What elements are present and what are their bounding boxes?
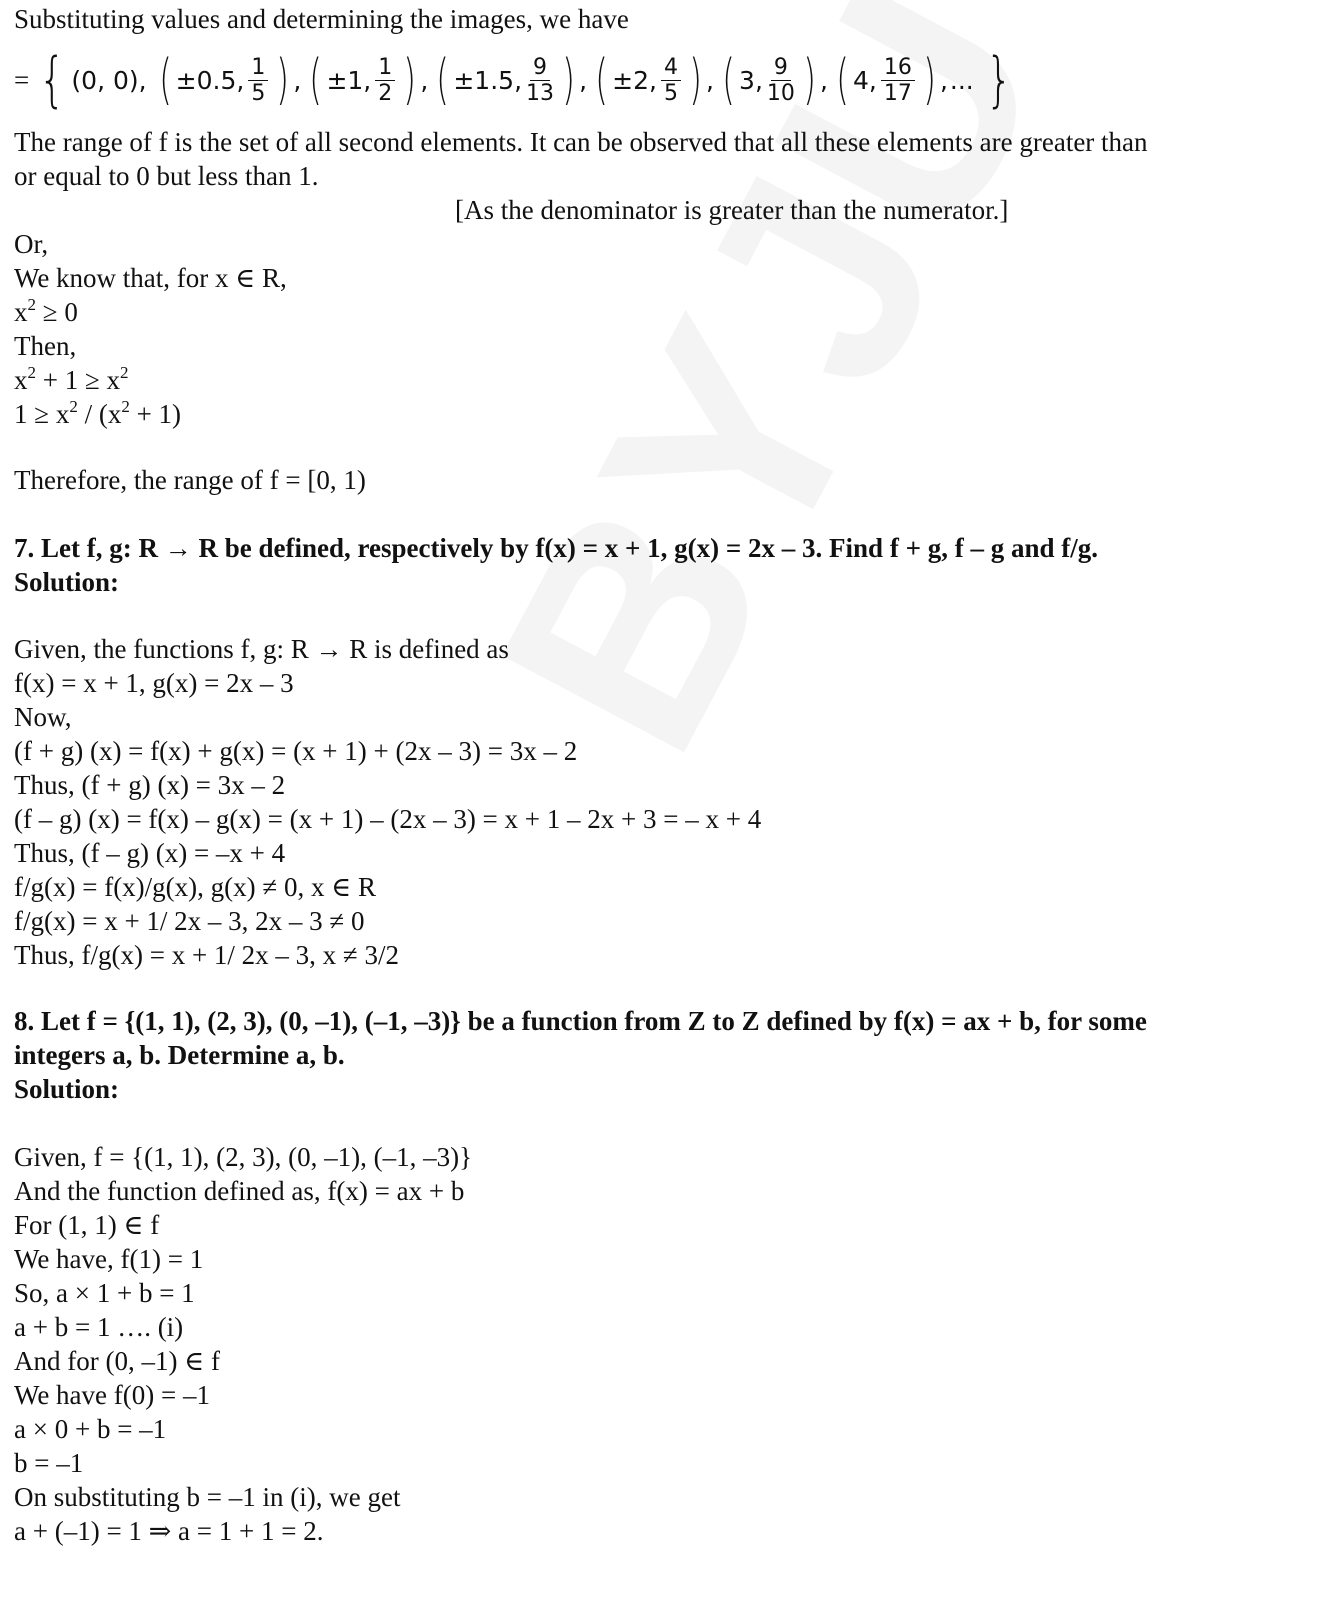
inequality-3 bbox=[14, 397, 181, 431]
sup-2: 2 bbox=[120, 363, 129, 382]
pair-x: ±0.5, bbox=[175, 65, 245, 95]
first-pair: (0, 0), bbox=[71, 65, 147, 95]
left-paren: ( bbox=[436, 48, 450, 111]
ineq1-post: ≥ 0 bbox=[36, 297, 78, 327]
solution-line: f/g(x) = f(x)/g(x), g(x) ≠ 0, x ∈ R bbox=[14, 872, 376, 902]
numerator: 9 bbox=[530, 55, 550, 81]
solution-line: And for (0, –1) ∈ f bbox=[14, 1346, 220, 1376]
right-paren: ) bbox=[923, 48, 936, 111]
denominator: 13 bbox=[526, 80, 555, 106]
solution-line: f(x) = x + 1, g(x) = 2x – 3 bbox=[14, 668, 294, 698]
range-text-line-1: The range of f is the set of all second elements. It can be observed that all these elements are greater than bbox=[14, 127, 1148, 157]
solution-line: a + (–1) = 1 ⇒ a = 1 + 1 = 2. bbox=[14, 1516, 324, 1546]
denominator: 5 bbox=[663, 80, 678, 106]
comma: , bbox=[819, 65, 828, 95]
intro-text: Substituting values and determining the images, we have bbox=[14, 4, 629, 34]
solution-line: a + b = 1 …. (i) bbox=[14, 1312, 184, 1342]
ineq3-p1: 1 ≥ x bbox=[14, 399, 70, 429]
ineq2-p1: x bbox=[14, 365, 28, 395]
sup-2: 2 bbox=[121, 397, 130, 416]
fraction-pair bbox=[432, 48, 588, 111]
solution-line: Thus, f/g(x) = x + 1/ 2x – 3, x ≠ 3/2 bbox=[14, 940, 400, 970]
right-paren: ) bbox=[689, 48, 702, 111]
comma: , bbox=[293, 65, 302, 95]
sup-2: 2 bbox=[27, 295, 36, 314]
pair-list bbox=[153, 48, 950, 111]
question-8-line-1: 8. Let f = {(1, 1), (2, 3), (0, –1), (–1, –3)} be a function from Z to Z defined by f(x) = ax + b, for some bbox=[14, 1006, 1147, 1036]
close-brace: } bbox=[985, 45, 1013, 115]
fraction bbox=[661, 55, 681, 106]
ineq2-p2: + 1 ≥ x bbox=[36, 365, 121, 395]
solution-line: On substituting b = –1 in (i), we get bbox=[14, 1482, 401, 1512]
question-7: 7. Let f, g: R → R be defined, respectively by f(x) = x + 1, g(x) = 2x – 3. Find f + g, f – g and f/g. bbox=[14, 533, 1098, 563]
know-text: We know that, for x ∈ R, bbox=[14, 263, 287, 293]
q7-solution-heading: Solution: bbox=[14, 567, 120, 597]
fraction bbox=[375, 55, 395, 106]
solution-line: (f – g) (x) = f(x) – g(x) = (x + 1) – (2x – 3) = x + 1 – 2x + 3 = – x + 4 bbox=[14, 804, 762, 834]
comma: , bbox=[939, 65, 948, 95]
right-paren: ) bbox=[276, 48, 290, 111]
pair-x: ±1.5, bbox=[453, 65, 523, 95]
solution-line: We have f(0) = –1 bbox=[14, 1380, 210, 1410]
fraction bbox=[248, 55, 268, 106]
inequality-2 bbox=[14, 363, 129, 397]
left-paren: ( bbox=[309, 48, 323, 111]
denominator: 2 bbox=[378, 80, 393, 106]
open-brace: { bbox=[38, 45, 66, 115]
watermark-logo bbox=[430, 0, 1239, 802]
comma: , bbox=[420, 65, 429, 95]
solution-line: Now, bbox=[14, 702, 72, 732]
denominator: 5 bbox=[251, 80, 266, 106]
solution-line: And the function defined as, f(x) = ax + b bbox=[14, 1176, 465, 1206]
left-paren: ( bbox=[722, 48, 735, 111]
fraction bbox=[767, 55, 795, 106]
range-text-line-2: or equal to 0 but less than 1. bbox=[14, 161, 319, 191]
solution-line: So, a × 1 + b = 1 bbox=[14, 1278, 195, 1308]
denominator: 17 bbox=[883, 80, 912, 106]
fraction-pair bbox=[832, 48, 948, 111]
solution-line: a × 0 + b = –1 bbox=[14, 1414, 167, 1444]
numerator: 1 bbox=[248, 55, 268, 81]
question-8-line-2: integers a, b. Determine a, b. bbox=[14, 1040, 345, 1070]
pair-x: 3, bbox=[739, 65, 763, 95]
numerator: 9 bbox=[771, 55, 791, 81]
right-paren: ) bbox=[403, 48, 417, 111]
solution-line: (f + g) (x) = f(x) + g(x) = (x + 1) + (2x – 3) = 3x – 2 bbox=[14, 736, 578, 766]
sup-2: 2 bbox=[27, 363, 36, 382]
ineq3-p2: / (x bbox=[77, 399, 122, 429]
ellipsis: ... bbox=[949, 65, 974, 95]
sup-2: 2 bbox=[69, 397, 78, 416]
denominator-note: [As the denominator is greater than the numerator.] bbox=[455, 195, 1009, 225]
numerator: 1 bbox=[375, 55, 395, 81]
right-paren: ) bbox=[562, 48, 575, 111]
or-text: Or, bbox=[14, 229, 49, 259]
left-paren: ( bbox=[595, 48, 608, 111]
right-paren: ) bbox=[803, 48, 816, 111]
solution-line: b = –1 bbox=[14, 1448, 84, 1478]
fraction-pair bbox=[718, 48, 828, 111]
denominator: 10 bbox=[766, 80, 795, 106]
comma: , bbox=[579, 65, 588, 95]
ineq1-pre: x bbox=[14, 297, 28, 327]
fraction-pair bbox=[305, 48, 429, 111]
image-set bbox=[14, 42, 1018, 118]
solution-line: f/g(x) = x + 1/ 2x – 3, 2x – 3 ≠ 0 bbox=[14, 906, 365, 936]
left-paren: ( bbox=[836, 48, 849, 111]
solution-line: Thus, (f – g) (x) = –x + 4 bbox=[14, 838, 286, 868]
q8-solution-heading: Solution: bbox=[14, 1074, 120, 1104]
ineq3-p3: + 1) bbox=[129, 399, 182, 429]
comma: , bbox=[706, 65, 714, 95]
pair-x: ±2, bbox=[612, 65, 657, 95]
solution-line: Given, the functions f, g: R → R is defined as bbox=[14, 634, 509, 664]
fraction-pair bbox=[591, 48, 714, 111]
numerator: 16 bbox=[881, 55, 915, 81]
fraction bbox=[881, 55, 915, 106]
left-paren: ( bbox=[158, 48, 172, 111]
pair-x: ±1, bbox=[326, 65, 372, 95]
equals-sign: = bbox=[14, 64, 30, 95]
solution-line: Thus, (f + g) (x) = 3x – 2 bbox=[14, 770, 286, 800]
solution-line: For (1, 1) ∈ f bbox=[14, 1210, 160, 1240]
then-text: Then, bbox=[14, 331, 77, 361]
fraction-pair bbox=[155, 48, 302, 111]
numerator: 4 bbox=[661, 55, 681, 81]
pair-x: 4, bbox=[853, 65, 877, 95]
solution-line: We have, f(1) = 1 bbox=[14, 1244, 204, 1274]
fraction bbox=[526, 55, 554, 106]
range-conclusion: Therefore, the range of f = [0, 1) bbox=[14, 465, 366, 495]
solution-line: Given, f = {(1, 1), (2, 3), (0, –1), (–1, –3)} bbox=[14, 1142, 473, 1172]
inequality-1 bbox=[14, 295, 78, 329]
